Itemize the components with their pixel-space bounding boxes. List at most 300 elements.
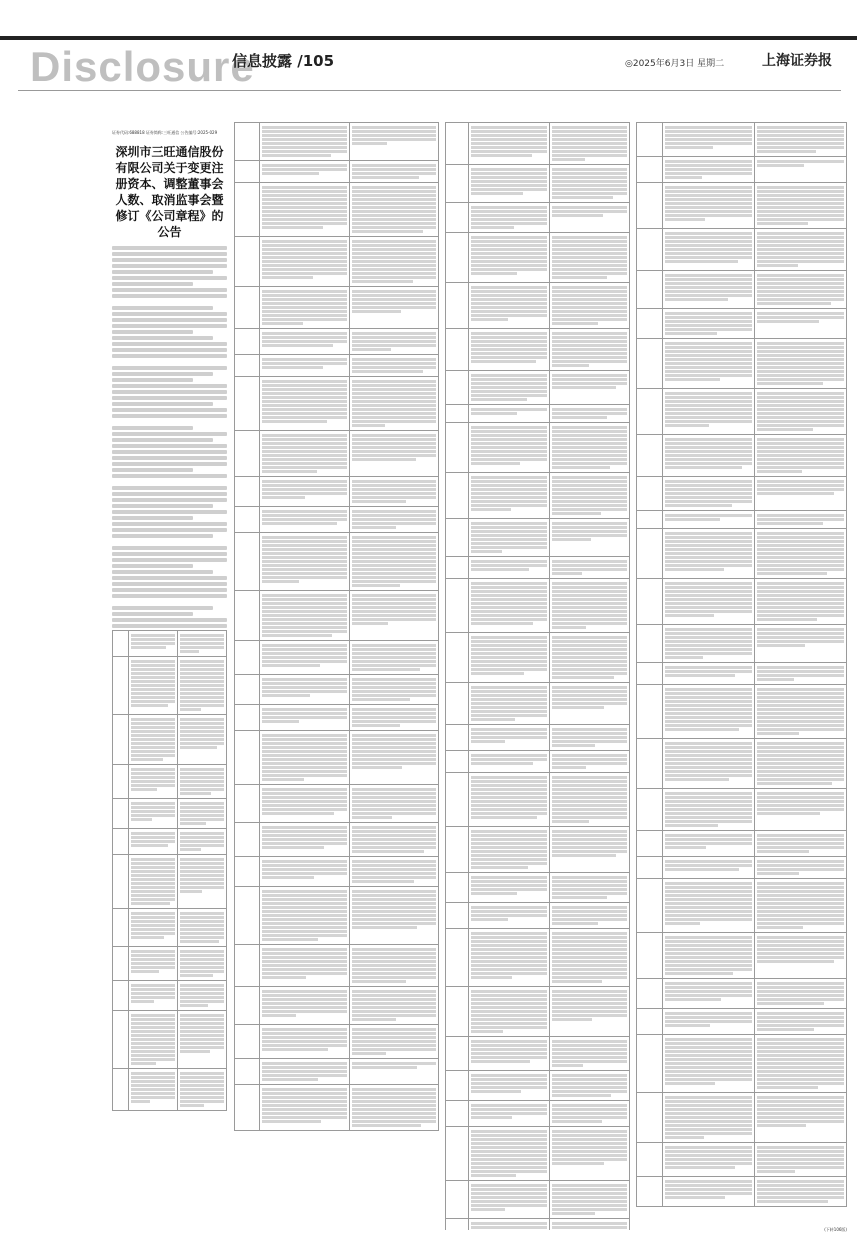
table-row: [446, 1127, 630, 1181]
original-clause-cell: [129, 799, 178, 829]
original-clause-cell: [129, 829, 178, 855]
column-3: [445, 122, 630, 1230]
revised-clause-cell: [755, 625, 847, 663]
row-index-cell: [113, 909, 129, 947]
revised-clause-cell: [549, 827, 629, 873]
revised-clause-cell: [755, 229, 847, 271]
table-row: [235, 591, 439, 641]
table-row: [446, 751, 630, 773]
stock-code-line: 证券代码:688818 证券简称:三旺通信 公告编号:2025-029: [112, 130, 218, 135]
original-clause-cell: [260, 1025, 349, 1059]
row-index-cell: [235, 377, 260, 431]
revised-clause-cell: [349, 507, 438, 533]
revised-clause-cell: [549, 579, 629, 633]
row-index-cell: [446, 557, 469, 579]
table-row: [637, 511, 847, 529]
text-line: [112, 528, 227, 532]
table-row: [235, 287, 439, 329]
original-clause-cell: [469, 203, 549, 233]
text-line: [112, 510, 227, 514]
revised-clause-cell: [549, 773, 629, 827]
table-row: [446, 423, 630, 473]
row-index-cell: [637, 739, 663, 789]
revised-clause-cell: [178, 765, 227, 799]
table-row: [637, 339, 847, 389]
table-row: [235, 237, 439, 287]
row-index-cell: [446, 329, 469, 371]
table-row: [446, 233, 630, 283]
revised-clause-cell: [178, 799, 227, 829]
table-row: [446, 827, 630, 873]
text-line: [112, 546, 227, 550]
row-index-cell: [446, 423, 469, 473]
original-clause-cell: [260, 123, 349, 161]
table-row: [113, 715, 227, 765]
revised-clause-cell: [549, 751, 629, 773]
table-row: [235, 377, 439, 431]
row-index-cell: [446, 371, 469, 405]
original-clause-cell: [469, 987, 549, 1037]
revised-clause-cell: [178, 1011, 227, 1069]
table-row: [235, 731, 439, 785]
top-rule: [0, 36, 857, 40]
row-index-cell: [637, 1093, 663, 1143]
revised-clause-cell: [349, 1085, 438, 1131]
original-clause-cell: [129, 631, 178, 657]
table-row: [446, 1219, 630, 1231]
row-index-cell: [235, 287, 260, 329]
table-row: [446, 725, 630, 751]
row-index-cell: [235, 1085, 260, 1131]
revised-clause-cell: [349, 1059, 438, 1085]
row-index-cell: [113, 631, 129, 657]
original-clause-cell: [663, 1177, 755, 1207]
table-row: [235, 1059, 439, 1085]
row-index-cell: [113, 765, 129, 799]
revised-clause-cell: [178, 657, 227, 715]
table-row: [113, 947, 227, 981]
text-line: [112, 438, 213, 442]
text-line: [112, 456, 227, 460]
table-row: [235, 987, 439, 1025]
revised-clause-cell: [755, 511, 847, 529]
revised-clause-cell: [549, 683, 629, 725]
text-line: [112, 408, 227, 412]
text-line: [112, 552, 227, 556]
table-row: [637, 309, 847, 339]
revised-clause-cell: [755, 271, 847, 309]
table-row: [446, 929, 630, 987]
table-row: [446, 1181, 630, 1219]
original-clause-cell: [260, 533, 349, 591]
revised-clause-cell: [349, 1025, 438, 1059]
row-index-cell: [446, 203, 469, 233]
original-clause-cell: [469, 1127, 549, 1181]
revised-clause-cell: [755, 663, 847, 685]
row-index-cell: [235, 731, 260, 785]
table-row: [113, 1069, 227, 1111]
original-clause-cell: [469, 633, 549, 683]
row-index-cell: [446, 1181, 469, 1219]
row-index-cell: [637, 857, 663, 879]
original-clause-cell: [260, 1085, 349, 1131]
row-index-cell: [637, 579, 663, 625]
revised-clause-cell: [755, 183, 847, 229]
row-index-cell: [637, 529, 663, 579]
table-row: [637, 123, 847, 157]
revised-clause-cell: [549, 519, 629, 557]
table-row: [637, 685, 847, 739]
revised-clause-cell: [549, 929, 629, 987]
revised-clause-cell: [349, 591, 438, 641]
original-clause-cell: [129, 981, 178, 1011]
original-clause-cell: [469, 165, 549, 203]
original-clause-cell: [663, 477, 755, 511]
table-row: [637, 271, 847, 309]
text-line: [112, 594, 227, 598]
row-index-cell: [235, 987, 260, 1025]
original-clause-cell: [260, 591, 349, 641]
original-clause-cell: [469, 423, 549, 473]
text-line: [112, 258, 227, 262]
amendment-table-cont-1: [234, 122, 439, 1131]
revised-clause-cell: [349, 183, 438, 237]
table-row: [446, 371, 630, 405]
table-row: [637, 389, 847, 435]
row-index-cell: [446, 1037, 469, 1071]
column-1: [112, 122, 227, 1230]
original-clause-cell: [663, 789, 755, 831]
revised-clause-cell: [349, 987, 438, 1025]
original-clause-cell: [260, 945, 349, 987]
text-line: [112, 618, 227, 622]
original-clause-cell: [469, 329, 549, 371]
table-row: [235, 507, 439, 533]
text-line: [112, 534, 213, 538]
table-row: [235, 161, 439, 183]
original-clause-cell: [663, 183, 755, 229]
revised-clause-cell: [755, 857, 847, 879]
revised-clause-cell: [755, 933, 847, 979]
newspaper-name: 上海证券报: [762, 53, 832, 69]
table-row: [235, 477, 439, 507]
revised-clause-cell: [178, 855, 227, 909]
continued-note: (下转106版): [824, 1227, 847, 1232]
text-line: [112, 558, 227, 562]
row-index-cell: [637, 511, 663, 529]
original-clause-cell: [129, 1011, 178, 1069]
revised-clause-cell: [549, 1101, 629, 1127]
table-row: [446, 123, 630, 165]
original-clause-cell: [663, 1093, 755, 1143]
original-clause-cell: [129, 947, 178, 981]
revised-clause-cell: [549, 1037, 629, 1071]
table-row: [446, 405, 630, 423]
table-row: [113, 855, 227, 909]
revised-clause-cell: [178, 829, 227, 855]
original-clause-cell: [469, 579, 549, 633]
table-row: [235, 857, 439, 887]
row-index-cell: [235, 823, 260, 857]
text-line: [112, 624, 227, 628]
original-clause-cell: [469, 519, 549, 557]
revised-clause-cell: [178, 981, 227, 1011]
row-index-cell: [235, 887, 260, 945]
row-index-cell: [446, 405, 469, 423]
original-clause-cell: [663, 979, 755, 1009]
original-clause-cell: [469, 371, 549, 405]
row-index-cell: [446, 519, 469, 557]
row-index-cell: [446, 233, 469, 283]
table-row: [637, 933, 847, 979]
revised-clause-cell: [178, 1069, 227, 1111]
table-row: [235, 785, 439, 823]
original-clause-cell: [469, 123, 549, 165]
table-row: [113, 1011, 227, 1069]
original-clause-cell: [663, 1035, 755, 1093]
table-row: [637, 789, 847, 831]
table-row: [113, 765, 227, 799]
row-index-cell: [637, 271, 663, 309]
row-index-cell: [235, 183, 260, 237]
revised-clause-cell: [349, 705, 438, 731]
revised-clause-cell: [349, 945, 438, 987]
row-index-cell: [446, 1127, 469, 1181]
original-clause-cell: [260, 705, 349, 731]
revised-clause-cell: [549, 329, 629, 371]
original-clause-cell: [260, 1059, 349, 1085]
original-clause-cell: [260, 477, 349, 507]
table-row: [235, 675, 439, 705]
table-row: [446, 873, 630, 903]
text-line: [112, 588, 227, 592]
text-line: [112, 426, 193, 430]
table-row: [637, 579, 847, 625]
revised-clause-cell: [549, 633, 629, 683]
row-index-cell: [446, 773, 469, 827]
revised-clause-cell: [549, 1127, 629, 1181]
table-row: [446, 473, 630, 519]
table-row: [446, 773, 630, 827]
revised-clause-cell: [755, 979, 847, 1009]
revised-clause-cell: [755, 529, 847, 579]
row-index-cell: [637, 979, 663, 1009]
revised-clause-cell: [755, 1177, 847, 1207]
amendment-table: [112, 630, 227, 1111]
revised-clause-cell: [549, 725, 629, 751]
revised-clause-cell: [549, 903, 629, 929]
original-clause-cell: [469, 405, 549, 423]
original-clause-cell: [260, 507, 349, 533]
row-index-cell: [637, 685, 663, 739]
table-row: [446, 557, 630, 579]
announcement-body: [112, 246, 227, 628]
row-index-cell: [113, 855, 129, 909]
text-line: [112, 366, 227, 370]
row-index-cell: [637, 435, 663, 477]
row-index-cell: [235, 785, 260, 823]
revised-clause-cell: [349, 287, 438, 329]
row-index-cell: [235, 857, 260, 887]
table-row: [113, 631, 227, 657]
row-index-cell: [113, 715, 129, 765]
text-line: [112, 342, 227, 346]
revised-clause-cell: [755, 1035, 847, 1093]
row-index-cell: [113, 981, 129, 1011]
original-clause-cell: [260, 785, 349, 823]
row-index-cell: [637, 183, 663, 229]
text-line: [112, 612, 193, 616]
original-clause-cell: [663, 435, 755, 477]
table-row: [235, 431, 439, 477]
original-clause-cell: [260, 183, 349, 237]
revised-clause-cell: [178, 631, 227, 657]
text-line: [112, 270, 213, 274]
text-line: [112, 396, 227, 400]
text-line: [112, 390, 227, 394]
row-index-cell: [637, 933, 663, 979]
original-clause-cell: [469, 683, 549, 725]
row-index-cell: [235, 1025, 260, 1059]
text-line: [112, 564, 193, 568]
original-clause-cell: [469, 233, 549, 283]
revised-clause-cell: [349, 823, 438, 857]
page-body: [112, 122, 847, 1237]
text-line: [112, 276, 227, 280]
text-line: [112, 246, 227, 250]
revised-clause-cell: [549, 987, 629, 1037]
row-index-cell: [637, 477, 663, 511]
table-row: [637, 529, 847, 579]
row-index-cell: [637, 389, 663, 435]
row-index-cell: [446, 873, 469, 903]
table-row: [637, 1035, 847, 1093]
original-clause-cell: [663, 1009, 755, 1035]
original-clause-cell: [260, 675, 349, 705]
revised-clause-cell: [349, 355, 438, 377]
text-line: [112, 492, 227, 496]
row-index-cell: [446, 827, 469, 873]
original-clause-cell: [663, 389, 755, 435]
amendment-table-cont-3: [636, 122, 847, 1207]
text-line: [112, 414, 227, 418]
table-row: [446, 203, 630, 233]
row-index-cell: [637, 831, 663, 857]
header-divider: [18, 90, 841, 91]
row-index-cell: [446, 1071, 469, 1101]
text-line: [112, 606, 213, 610]
brand-disclosure: Disclosure: [30, 43, 255, 90]
table-row: [637, 477, 847, 511]
row-index-cell: [235, 477, 260, 507]
row-index-cell: [446, 579, 469, 633]
revised-clause-cell: [549, 1071, 629, 1101]
original-clause-cell: [129, 1069, 178, 1111]
table-row: [113, 829, 227, 855]
text-line: [112, 378, 193, 382]
original-clause-cell: [663, 739, 755, 789]
row-index-cell: [637, 663, 663, 685]
table-row: [235, 887, 439, 945]
row-index-cell: [113, 829, 129, 855]
table-row: [637, 879, 847, 933]
original-clause-cell: [260, 377, 349, 431]
row-index-cell: [235, 161, 260, 183]
original-clause-cell: [260, 329, 349, 355]
original-clause-cell: [129, 909, 178, 947]
table-row: [446, 579, 630, 633]
original-clause-cell: [663, 339, 755, 389]
row-index-cell: [235, 591, 260, 641]
text-line: [112, 252, 227, 256]
text-line: [112, 570, 213, 574]
revised-clause-cell: [755, 1093, 847, 1143]
text-line: [112, 582, 227, 586]
original-clause-cell: [663, 579, 755, 625]
table-row: [446, 165, 630, 203]
revised-clause-cell: [549, 283, 629, 329]
revised-clause-cell: [349, 675, 438, 705]
revised-clause-cell: [755, 157, 847, 183]
revised-clause-cell: [755, 579, 847, 625]
row-index-cell: [446, 283, 469, 329]
table-row: [446, 519, 630, 557]
table-row: [446, 1101, 630, 1127]
table-row: [637, 857, 847, 879]
table-row: [113, 799, 227, 829]
revised-clause-cell: [755, 123, 847, 157]
text-line: [112, 294, 227, 298]
row-index-cell: [637, 309, 663, 339]
table-row: [446, 329, 630, 371]
original-clause-cell: [663, 685, 755, 739]
text-line: [112, 318, 227, 322]
revised-clause-cell: [755, 685, 847, 739]
row-index-cell: [637, 1177, 663, 1207]
revised-clause-cell: [549, 1181, 629, 1219]
original-clause-cell: [129, 715, 178, 765]
text-line: [112, 504, 213, 508]
text-line: [112, 282, 193, 286]
table-row: [235, 641, 439, 675]
original-clause-cell: [260, 887, 349, 945]
row-index-cell: [446, 725, 469, 751]
row-index-cell: [235, 675, 260, 705]
table-row: [637, 229, 847, 271]
original-clause-cell: [663, 933, 755, 979]
row-index-cell: [446, 123, 469, 165]
revised-clause-cell: [755, 831, 847, 857]
original-clause-cell: [663, 309, 755, 339]
table-row: [446, 283, 630, 329]
text-line: [112, 450, 227, 454]
original-clause-cell: [663, 663, 755, 685]
original-clause-cell: [663, 879, 755, 933]
row-index-cell: [637, 789, 663, 831]
revised-clause-cell: [349, 641, 438, 675]
row-index-cell: [235, 1059, 260, 1085]
row-index-cell: [235, 355, 260, 377]
original-clause-cell: [469, 725, 549, 751]
row-index-cell: [446, 929, 469, 987]
row-index-cell: [446, 987, 469, 1037]
table-row: [637, 157, 847, 183]
original-clause-cell: [129, 855, 178, 909]
table-row: [235, 533, 439, 591]
original-clause-cell: [469, 773, 549, 827]
original-clause-cell: [260, 731, 349, 785]
table-row: [637, 183, 847, 229]
